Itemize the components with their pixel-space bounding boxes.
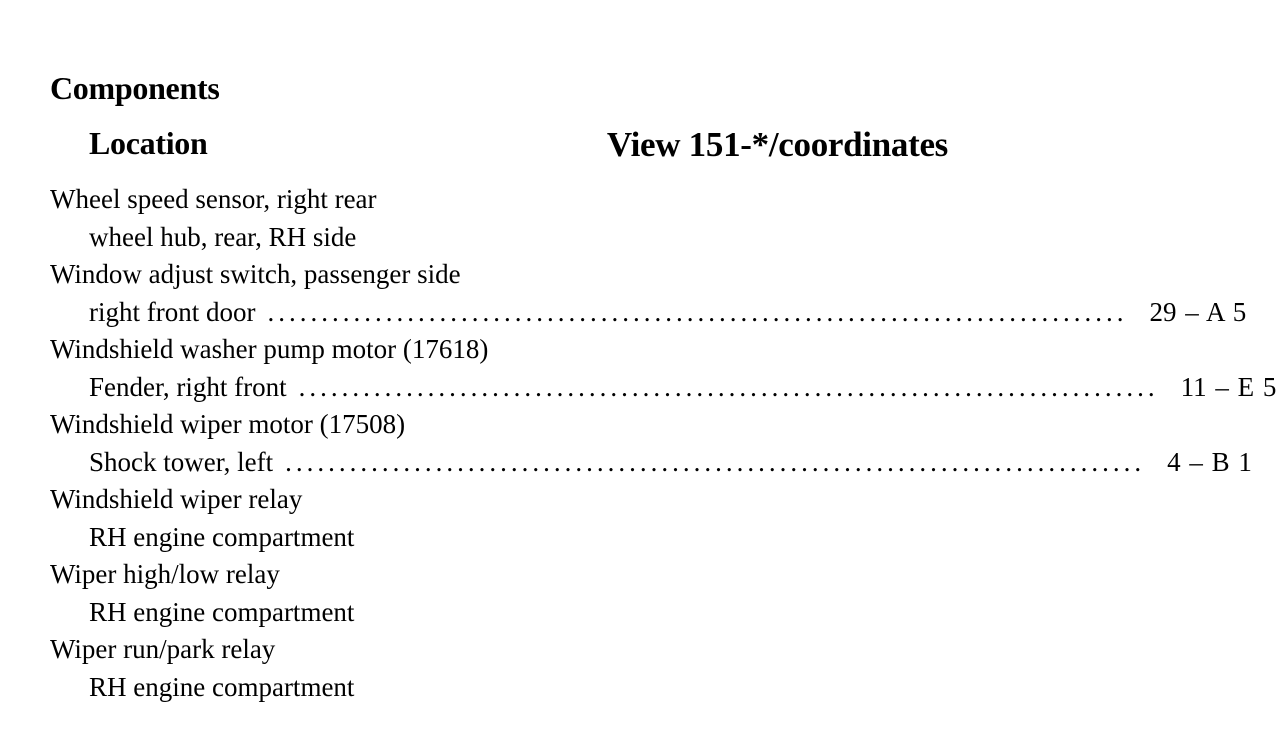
component-name: Wiper run/park relay xyxy=(50,634,276,664)
component-location-row xyxy=(50,444,1252,482)
component-location: RH engine compartment xyxy=(89,671,355,702)
component-name: Windshield wiper motor (17508) xyxy=(50,409,406,439)
section-title: Components xyxy=(50,70,220,106)
components-list xyxy=(50,181,1276,706)
view-coordinates: 11 – E 5 xyxy=(1180,371,1276,402)
dot-leader: ................................................................................ xyxy=(298,371,1159,402)
component-location: Shock tower, left xyxy=(89,446,274,477)
component-name: Windshield washer pump motor (17618) xyxy=(50,334,489,364)
view-coordinates-column-header: View 151-*/coordinates xyxy=(606,125,948,164)
component-name: Windshield wiper relay xyxy=(50,484,303,514)
view-coordinates: 4 – B 1 xyxy=(1167,446,1252,477)
dot-leader: ................................................................................ xyxy=(267,296,1128,327)
component-name: Wiper high/low relay xyxy=(50,559,280,589)
component-location: RH engine compartment xyxy=(89,521,355,552)
component-location: right front door xyxy=(89,296,256,327)
component-location: Fender, right front xyxy=(89,371,287,402)
component-name: Window adjust switch, passenger side xyxy=(50,259,461,289)
component-location: RH engine compartment xyxy=(89,596,355,627)
component-location: wheel hub, rear, RH side xyxy=(89,221,357,252)
component-location-row xyxy=(50,369,1276,407)
location-column-header: Location xyxy=(89,125,208,161)
component-name: Wheel speed sensor, right rear xyxy=(50,184,377,214)
component-location-row xyxy=(50,294,1247,332)
dot-leader: ................................................................................ xyxy=(285,446,1146,477)
view-coordinates: 29 – A 5 xyxy=(1149,296,1247,327)
